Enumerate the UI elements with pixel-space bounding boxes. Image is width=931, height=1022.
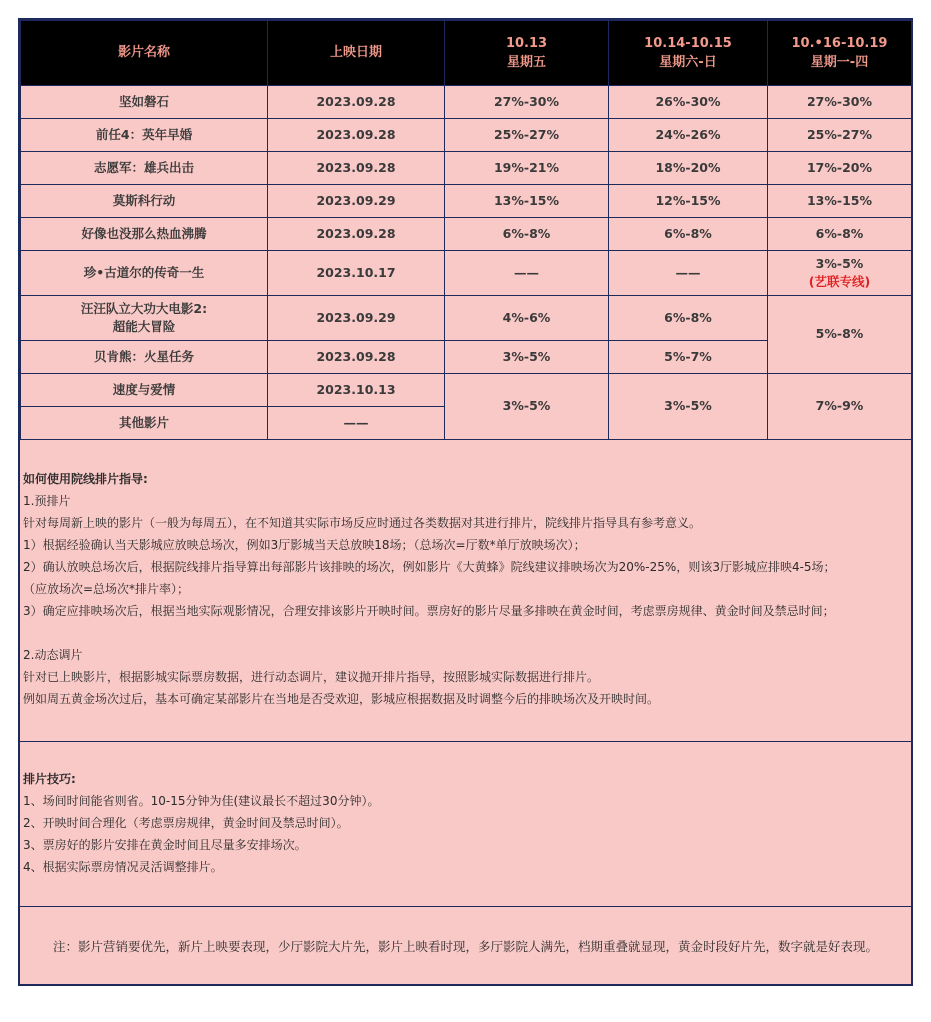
share-col3-value: 3%-5%	[815, 255, 864, 271]
tips-title: 排片技巧:	[23, 772, 76, 786]
tip-item: 3、票房好的影片安排在黄金时间且尽量多安排场次。	[23, 838, 307, 852]
film-name: 珍•古道尔的传奇一生	[21, 251, 268, 296]
share-col1: 6%-8%	[445, 218, 609, 251]
tip-item: 2、开映时间合理化（考虑票房规律，黄金时间及禁忌时间）。	[23, 816, 349, 830]
release-date: 2023.10.13	[268, 374, 445, 407]
release-date: 2023.09.28	[268, 119, 445, 152]
header-film-name: 影片名称	[21, 21, 268, 86]
header-col3	[768, 21, 912, 86]
share-col3: 17%-20%	[768, 152, 912, 185]
schedule-document	[18, 18, 913, 986]
guide-s1-line: 针对每周新上映的影片（一般为每周五），在不知道其实际市场反应时通过各类数据对其进行排片，院线排片指导具有参考意义。	[23, 516, 702, 530]
footer-note: 注：影片营销要优先，新片上映要表现，少厅影院大片先，影片上映看时现，多厅影院人满先，档期重叠就显现，黄金时段好片先，数字就是好表现。	[52, 939, 878, 954]
share-col2: 26%-30%	[609, 86, 768, 119]
release-date: 2023.10.17	[268, 251, 445, 296]
schedule-table	[20, 20, 912, 440]
table-row	[21, 119, 912, 152]
header-col1-date: 10.13	[505, 35, 548, 51]
share-col3: 13%-15%	[768, 185, 912, 218]
header-col3-day: 星期一-四	[810, 54, 869, 70]
share-col2: 6%-8%	[609, 218, 768, 251]
tips-section	[20, 742, 911, 907]
tip-item: 4、根据实际票房情况灵活调整排片。	[23, 860, 223, 874]
guide-s1-line: （应放场次=总场次*排片率）；	[23, 582, 190, 596]
film-name: 志愿军：雄兵出击	[21, 152, 268, 185]
guide-s1-line: 1）根据经验确认当天影城应放映总场次，例如3厅影城当天总放映18场；（总场次=厅数*单厅放映场次）；	[23, 538, 586, 552]
release-date: ——	[268, 407, 445, 440]
film-name: 莫斯科行动	[21, 185, 268, 218]
film-name: 贝肯熊：火星任务	[21, 341, 268, 374]
guide-s2-line: 针对已上映影片，根据影城实际票房数据，进行动态调片，建议抛开排片指导，按照影城实际数据进行排片。	[23, 670, 600, 684]
film-name: 其他影片	[21, 407, 268, 440]
header-release-date: 上映日期	[268, 21, 445, 86]
guide-title: 如何使用院线排片指导:	[23, 472, 148, 486]
table-row	[21, 296, 912, 341]
film-name-line2: 超能大冒险	[112, 319, 176, 334]
share-col1: ——	[445, 251, 609, 296]
share-col3: 25%-27%	[768, 119, 912, 152]
film-name: 坚如磐石	[21, 86, 268, 119]
share-col2: 12%-15%	[609, 185, 768, 218]
table-row	[21, 152, 912, 185]
release-date: 2023.09.29	[268, 296, 445, 341]
header-col2	[609, 21, 768, 86]
share-col1: 27%-30%	[445, 86, 609, 119]
share-col1: 25%-27%	[445, 119, 609, 152]
header-col2-date: 10.14-10.15	[644, 35, 732, 51]
share-col3-note: (艺联专线)	[808, 274, 871, 289]
share-col3: 27%-30%	[768, 86, 912, 119]
table-row	[21, 218, 912, 251]
film-name: 前任4：英年早婚	[21, 119, 268, 152]
release-date: 2023.09.28	[268, 152, 445, 185]
guide-s1-title: 1.预排片	[23, 494, 71, 508]
share-col2-merged: 3%-5%	[609, 374, 768, 440]
table-header-row	[21, 21, 912, 86]
share-col2: ——	[609, 251, 768, 296]
release-date: 2023.09.28	[268, 86, 445, 119]
table-row	[21, 374, 912, 407]
film-name: 好像也没那么热血沸腾	[21, 218, 268, 251]
film-name	[21, 296, 268, 341]
share-col1: 13%-15%	[445, 185, 609, 218]
guide-s2-line: 例如周五黄金场次过后，基本可确定某部影片在当地是否受欢迎，影城应根据数据及时调整今后的排映场次及开映时间。	[23, 692, 660, 706]
header-col1	[445, 21, 609, 86]
table-row	[21, 251, 912, 296]
release-date: 2023.09.29	[268, 185, 445, 218]
share-col1: 3%-5%	[445, 341, 609, 374]
share-col2: 5%-7%	[609, 341, 768, 374]
share-col2: 18%-20%	[609, 152, 768, 185]
release-date: 2023.09.28	[268, 341, 445, 374]
guide-s1-line: 2）确认放映总场次后，根据院线排片指导算出每部影片该排映的场次，例如影片《大黄蜂》院线建议排映场次为20%-25%，则该3厅影城应排映4-5场；	[23, 560, 836, 574]
share-col1: 4%-6%	[445, 296, 609, 341]
table-row	[21, 86, 912, 119]
share-col1: 19%-21%	[445, 152, 609, 185]
guide-s2-title: 2.动态调片	[23, 648, 83, 662]
share-col2: 24%-26%	[609, 119, 768, 152]
film-name: 速度与爱情	[21, 374, 268, 407]
tip-item: 1、场间时间能省则省。10-15分钟为佳(建议最长不超过30分钟）。	[23, 794, 380, 808]
guide-section	[20, 440, 911, 742]
share-col3-merged: 7%-9%	[768, 374, 912, 440]
header-col3-date: 10.•16-10.19	[791, 35, 888, 51]
share-col1-merged: 3%-5%	[445, 374, 609, 440]
share-col3: 6%-8%	[768, 218, 912, 251]
header-col1-day: 星期五	[506, 54, 546, 70]
share-col3-merged: 5%-8%	[768, 296, 912, 374]
share-col2: 6%-8%	[609, 296, 768, 341]
header-col2-day: 星期六-日	[659, 54, 717, 70]
table-row	[21, 185, 912, 218]
film-name-line1: 汪汪队立大功大电影2:	[80, 300, 208, 316]
share-col3	[768, 251, 912, 296]
guide-s1-line: 3）确定应排映场次后，根据当地实际观影情况，合理安排该影片开映时间。票房好的影片尽量多排映在黄金时间，考虑票房规律、黄金时间及禁忌时间；	[23, 604, 835, 618]
release-date: 2023.09.28	[268, 218, 445, 251]
